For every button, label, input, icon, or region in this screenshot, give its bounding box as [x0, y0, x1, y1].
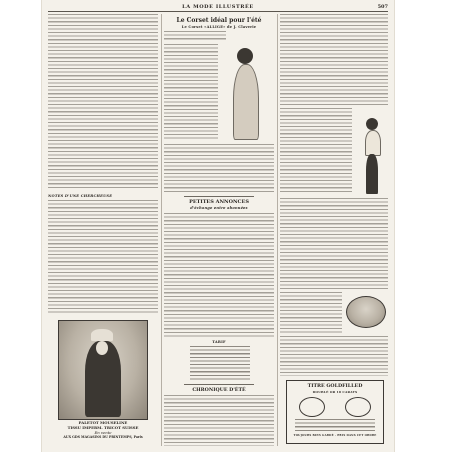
chronicle-text	[164, 395, 274, 446]
magazine-page	[42, 0, 394, 452]
left-body-text-bottom	[48, 200, 158, 315]
uniform-illustration	[358, 116, 386, 196]
right-body-text-mid	[280, 108, 352, 194]
corset-body-text	[164, 44, 218, 140]
corset-body-text-2	[164, 144, 274, 192]
ad-footer: TOUJOURS BIEN GARDÉ - PRIX DANS CET ORDRE	[293, 434, 377, 437]
ad-title: TITRE GOLDFILLED	[307, 383, 363, 389]
column-divider-right	[277, 14, 278, 446]
corset-illustration	[220, 42, 272, 140]
bracelet-icon	[345, 397, 371, 417]
right-product-text	[280, 292, 342, 334]
ad-text	[295, 419, 375, 431]
skirt-shape	[366, 154, 378, 194]
hair-shape	[237, 48, 253, 64]
corset-intro-text	[164, 31, 226, 41]
tariff-table	[190, 346, 250, 380]
running-title: LA MODE ILLUSTRÉE	[182, 4, 254, 10]
right-body-text-end	[280, 336, 388, 376]
separator-rule	[184, 196, 254, 197]
tariff-label: TARIF	[212, 340, 226, 344]
corset-article-title: Le Corset idéal pour l'été	[176, 17, 262, 24]
classifieds-text	[164, 213, 274, 337]
left-column	[48, 14, 158, 446]
ring-icon	[299, 397, 325, 417]
photo-caption-3: En vente	[94, 430, 112, 435]
right-body-text-lower	[280, 198, 388, 290]
right-column	[280, 14, 388, 446]
header-rule	[48, 11, 388, 12]
center-column	[164, 14, 274, 446]
chronicle-title: CHRONIQUE D'ÉTÉ	[192, 387, 246, 393]
fashion-photo	[58, 320, 148, 420]
separator-rule-2	[184, 384, 254, 385]
cap-shape	[366, 118, 378, 130]
product-tin-illustration	[346, 296, 386, 328]
right-body-text-top	[280, 14, 388, 106]
photo-caption-1: PALETOT MOUSELINE	[78, 420, 128, 425]
corset-article-subtitle: Le Corset «ALLIGE» de J. Claverie	[181, 25, 257, 29]
classifieds-title: PETITES ANNONCES	[189, 199, 249, 205]
page-number: 507	[377, 4, 388, 10]
face-shape	[96, 341, 108, 355]
tunic-shape	[365, 130, 381, 156]
left-body-text-top	[48, 14, 158, 190]
dress-figure	[233, 64, 259, 140]
jewelry-advertisement	[286, 380, 384, 444]
hat-shape	[91, 329, 113, 341]
column-divider-left	[161, 14, 162, 446]
photo-caption-2: TISSU IMPERM. TRICOT SUISSE	[67, 425, 139, 430]
classifieds-subtitle: d'échange entre abonnées	[190, 206, 248, 210]
left-section-title: NOTES D'UNE CHERCHEUSE	[48, 194, 113, 198]
photo-caption-4: AUX GDS MAGASINS DU PRINTEMPS, Paris	[63, 435, 143, 439]
ad-subtitle: DOUBLÉ OR 18 CARATS	[312, 390, 358, 394]
